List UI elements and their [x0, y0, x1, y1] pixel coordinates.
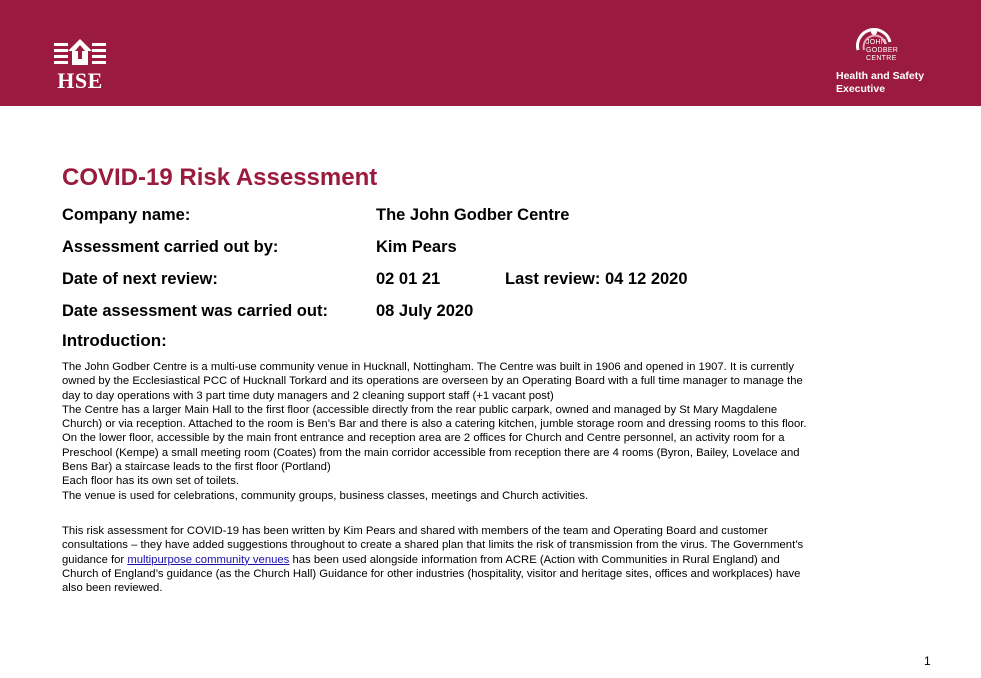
page-number: 1	[924, 654, 931, 668]
last-review-value: Last review: 04 12 2020	[505, 270, 688, 288]
assessment-line: Church of England’s guidance (as the Church Hall) Guidance for other industries (hospitality, visitor and heritage sites, offices and workplaces) have	[62, 567, 801, 580]
header-banner	[0, 0, 981, 106]
organisation-name-line-2: Executive	[836, 83, 886, 95]
assessment-line: also been reviewed.	[62, 582, 163, 595]
assessment-date-label: Date assessment was carried out:	[62, 302, 328, 320]
assessment-line-text: has been used alongside information from ACRE (Action with Communities in Rural England) and	[289, 553, 780, 566]
intro-line: owned by the Ecclesiastical PCC of Hucknall Torkard and its operations are overseen by an Operating Board with a full time manager to manage the	[62, 375, 803, 388]
assessment-line-text: guidance for	[62, 553, 128, 566]
introduction-heading: Introduction:	[62, 331, 167, 350]
organisation-name-line-1: Health and Safety	[836, 70, 925, 82]
jgc-logo-line-3: CENTRE	[866, 55, 897, 62]
document-title: COVID-19 Risk Assessment	[62, 164, 378, 191]
introduction-paragraph	[62, 360, 942, 503]
company-name-label: Company name:	[62, 206, 191, 224]
intro-line: On the lower floor, accessible by the main front entrance and reception area are 2 offices for Church and Centre personnel, an activity room for a	[62, 432, 785, 445]
assessment-paragraph	[62, 524, 942, 595]
assessment-line: This risk assessment for COVID-19 has been written by Kim Pears and shared with members of the team and Operating Board and customer	[62, 525, 768, 537]
assessment-line-with-link	[62, 553, 942, 567]
intro-line: Preschool (Kempe) a small meeting room (Coates) from the main corridor accessible from reception there are 4 rooms (Byron, Bailey, Lovelace and	[62, 446, 800, 459]
assessor-label: Assessment carried out by:	[62, 238, 279, 256]
intro-line: Each floor has its own set of toilets.	[62, 475, 240, 488]
hse-logo-text: HSE	[57, 68, 103, 93]
multipurpose-community-venues-link[interactable]: multipurpose community venues	[127, 553, 290, 566]
intro-line: day to day operations with 3 part time duty managers and 2 cleaning support staff (+1 vacant post)	[62, 389, 554, 402]
assessment-line: consultations – they have added suggestions throughout to create a shared plan that limits the risk of transmission from the virus. The Government’s	[62, 539, 804, 552]
intro-line: Church) or via reception. Attached to the room is Ben’s Bar and there is also a catering kitchen, jumble storage room and dressing rooms to this floor.	[62, 418, 807, 431]
intro-line: Bens Bar) a staircase leads to the first floor (Portland)	[62, 461, 331, 474]
next-review-label: Date of next review:	[62, 270, 218, 288]
jgc-logo-line-2: GODBER	[866, 47, 899, 54]
next-review-value: 02 01 21	[376, 270, 441, 288]
company-name-value: The John Godber Centre	[376, 206, 570, 224]
jgc-logo-line-1: JOHN	[866, 39, 887, 46]
intro-line: The venue is used for celebrations, community groups, business classes, meetings and Church activities.	[62, 489, 589, 502]
assessor-value: Kim Pears	[376, 238, 457, 256]
intro-line: The John Godber Centre is a multi-use community venue in Hucknall, Nottingham. The Centre was built in 1906 and opened in 1907. It is currently	[62, 361, 794, 373]
intro-line: The Centre has a larger Main Hall to the first floor (accessible directly from the rear public carpark, owned and managed by St Mary Magdalene	[62, 403, 778, 416]
organisation-name	[836, 70, 924, 96]
assessment-date-value: 08 July 2020	[376, 302, 474, 320]
